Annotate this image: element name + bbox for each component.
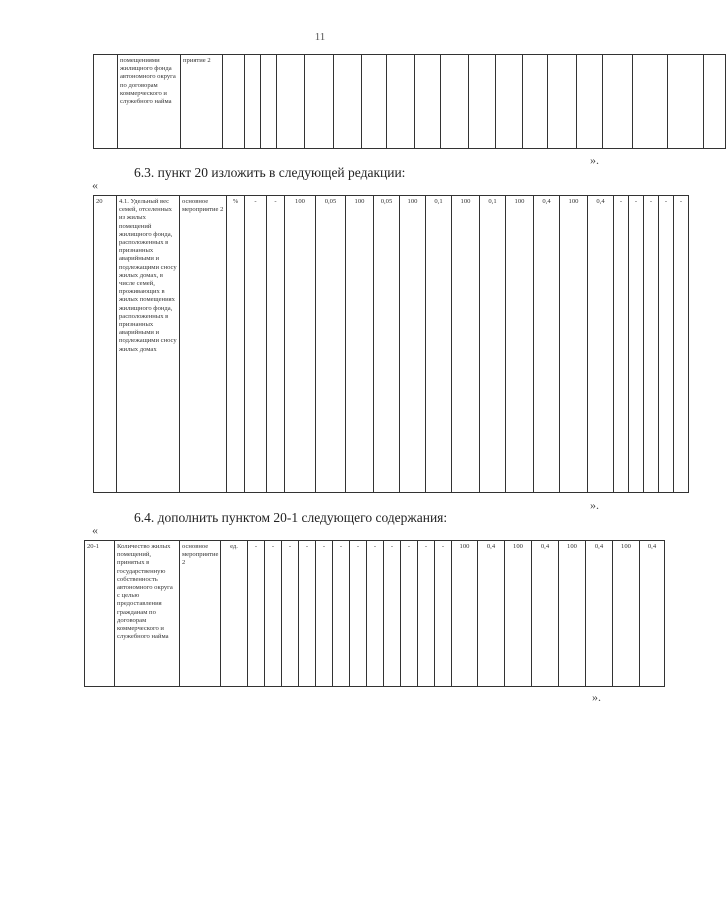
closing-quote: ». bbox=[590, 498, 599, 512]
event-cell: основное мероприятие 2 bbox=[180, 541, 221, 687]
closing-quote: ». bbox=[592, 690, 601, 704]
value-cell: 100 bbox=[613, 541, 640, 687]
value-cell: 100 bbox=[506, 196, 534, 493]
value-cell: - bbox=[659, 196, 674, 493]
value-cell: 100 bbox=[559, 541, 586, 687]
indicator-cell: помещениями жилищного фонда автономного округа по договорам коммерческого и служебного найма bbox=[118, 55, 181, 149]
value-cell: - bbox=[267, 196, 285, 493]
section-6-4-heading: 6.4. дополнить пунктом 20-1 следующего содержания: bbox=[134, 510, 448, 525]
value-cell: - bbox=[282, 541, 299, 687]
value-cell: - bbox=[629, 196, 644, 493]
value-cell: 0,4 bbox=[640, 541, 665, 687]
value-cell: - bbox=[265, 541, 282, 687]
opening-quote: « bbox=[92, 178, 98, 192]
value-cell: - bbox=[316, 541, 333, 687]
event-cell: приятие 2 bbox=[181, 55, 223, 149]
value-cell: 0,4 bbox=[586, 541, 613, 687]
value-cell: 0,05 bbox=[374, 196, 400, 493]
value-cell: 100 bbox=[452, 196, 480, 493]
value-cell: 100 bbox=[346, 196, 374, 493]
value-cell: - bbox=[350, 541, 367, 687]
value-cell: - bbox=[248, 541, 265, 687]
value-cell: 100 bbox=[452, 541, 478, 687]
unit-cell: ед. bbox=[221, 541, 248, 687]
table-row bbox=[94, 55, 726, 149]
closing-quote: ». bbox=[590, 153, 599, 167]
table-continuation bbox=[93, 54, 726, 149]
value-cell: 100 bbox=[560, 196, 588, 493]
value-cell: 0,4 bbox=[534, 196, 560, 493]
value-cell: - bbox=[245, 196, 267, 493]
value-cell: - bbox=[367, 541, 384, 687]
indicator-cell: Количество жилых помещений, принятых в государственную собственность автономного округа с целью предоставления гражданам по договорам коммерческого и служебного найма bbox=[115, 541, 180, 687]
unit-cell: % bbox=[227, 196, 245, 493]
value-cell: 100 bbox=[285, 196, 316, 493]
value-cell: 0,1 bbox=[426, 196, 452, 493]
value-cell: - bbox=[384, 541, 401, 687]
number-cell: 20-1 bbox=[85, 541, 115, 687]
value-cell: - bbox=[418, 541, 435, 687]
event-cell: основное мероприятие 2 bbox=[180, 196, 227, 493]
value-cell: - bbox=[401, 541, 418, 687]
value-cell: 0,05 bbox=[316, 196, 346, 493]
table-item-20-1 bbox=[84, 540, 665, 687]
value-cell: - bbox=[674, 196, 689, 493]
value-cell: 0,1 bbox=[480, 196, 506, 493]
page-number: 11 bbox=[314, 31, 326, 43]
value-cell: - bbox=[299, 541, 316, 687]
value-cell: - bbox=[333, 541, 350, 687]
value-cell: 0,4 bbox=[478, 541, 505, 687]
value-cell: - bbox=[614, 196, 629, 493]
table-row bbox=[94, 196, 689, 493]
value-cell: - bbox=[435, 541, 452, 687]
value-cell: 0,4 bbox=[588, 196, 614, 493]
number-cell: 20 bbox=[94, 196, 117, 493]
section-6-3-heading: 6.3. пункт 20 изложить в следующей редакции: bbox=[134, 165, 406, 180]
table-row bbox=[85, 541, 665, 687]
indicator-cell: 4.1. Удельный вес семей, отселенных из жилых помещений жилищного фонда, расположенных в признанных аварийными и подлежащими сносу жилых домах, в числе семей, проживающих в жилых помещениях жилищного фонда, расположенных в признанных аварийными и подлежащими сносу жилых домах bbox=[117, 196, 180, 493]
value-cell: 100 bbox=[505, 541, 532, 687]
table-item-20 bbox=[93, 195, 689, 493]
value-cell: 100 bbox=[400, 196, 426, 493]
value-cell: - bbox=[644, 196, 659, 493]
opening-quote: « bbox=[92, 523, 98, 537]
value-cell: 0,4 bbox=[532, 541, 559, 687]
